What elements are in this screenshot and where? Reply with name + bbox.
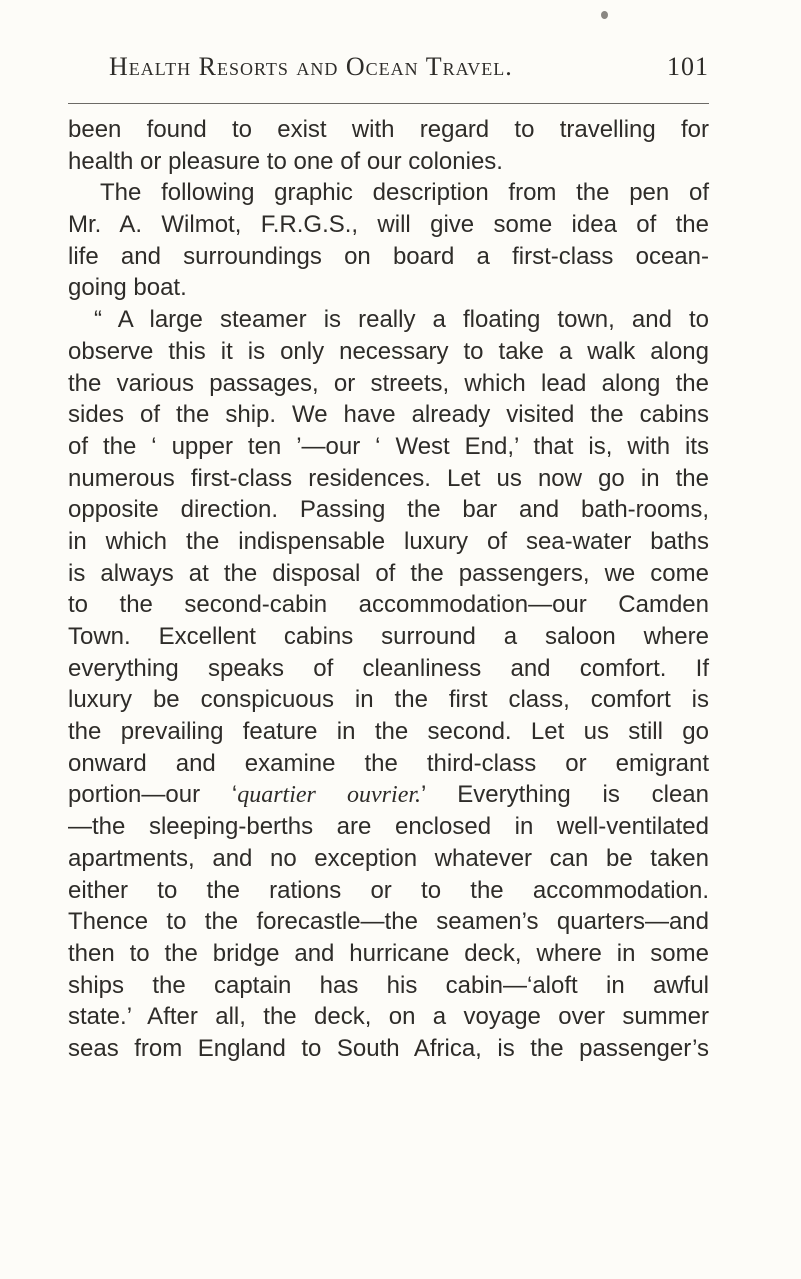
text-line: everything speaks of cleanliness and comfort. If xyxy=(68,654,709,682)
text-line: numerous first-class residences. Let us now go in the xyxy=(68,464,709,492)
italic-phrase: quartier ouvrier. xyxy=(237,782,422,809)
text-line: either to the rations or to the accommodation. xyxy=(68,876,709,904)
text-line: apartments, and no exception whatever can be taken xyxy=(68,844,709,872)
text-segment: portion—our ‘ xyxy=(68,781,238,809)
text-line: luxury be conspicuous in the first class, comfort is xyxy=(68,686,709,714)
text-line: onward and examine the third-class or emigrant xyxy=(68,749,709,777)
page-number: 101 xyxy=(667,52,709,81)
text-line: going boat. xyxy=(68,274,187,302)
text-line: sides of the ship. We have already visited the cabins xyxy=(68,401,709,429)
body-text xyxy=(68,114,709,1065)
text-line: to the second-cabin accommodation—our Camden xyxy=(68,591,709,619)
text-line: health or pleasure to one of our colonies. xyxy=(68,147,503,175)
text-segment: ’ Everything is clean xyxy=(421,781,709,809)
text-line: seas from England to South Africa, is the passenger’s xyxy=(68,1034,709,1062)
text-line: observe this it is only necessary to take a walk along xyxy=(68,337,709,365)
text-line: then to the bridge and hurricane deck, where in some xyxy=(68,939,709,967)
text-line: Thence to the forecastle—the seamen’s quarters—and xyxy=(68,908,709,936)
text-line: opposite direction. Passing the bar and bath-rooms, xyxy=(68,496,709,524)
text-line: ships the captain has his cabin—‘aloft in awful xyxy=(68,971,709,999)
text-line: state.’ After all, the deck, on a voyage over summer xyxy=(68,1003,709,1031)
text-line: is always at the disposal of the passengers, we come xyxy=(68,559,709,587)
text-line: the prevailing feature in the second. Let us still go xyxy=(68,718,709,746)
text-line-with-italic xyxy=(68,779,709,811)
text-line: the various passages, or streets, which lead along the xyxy=(68,369,709,397)
ink-speck xyxy=(601,11,608,19)
text-line: The following graphic description from the pen of xyxy=(100,179,709,207)
text-line: Town. Excellent cabins surround a saloon where xyxy=(68,623,709,650)
text-line: —the sleeping-berths are enclosed in well-ventilated xyxy=(68,813,709,841)
text-line: been found to exist with regard to travelling for xyxy=(68,116,709,143)
text-line: in which the indispensable luxury of sea-water baths xyxy=(68,527,709,555)
text-line: “ A large steamer is really a floating town, and to xyxy=(94,306,709,334)
header-rule xyxy=(68,103,709,104)
text-line: life and surroundings on board a first-class ocean- xyxy=(68,242,709,270)
text-line: of the ‘ upper ten ’—our ‘ West End,’ that is, with its xyxy=(68,432,709,460)
text-line: Mr. A. Wilmot, F.R.G.S., will give some idea of the xyxy=(68,211,709,239)
running-head xyxy=(109,52,709,92)
running-head-title: Health Resorts and Ocean Travel. xyxy=(109,52,513,81)
